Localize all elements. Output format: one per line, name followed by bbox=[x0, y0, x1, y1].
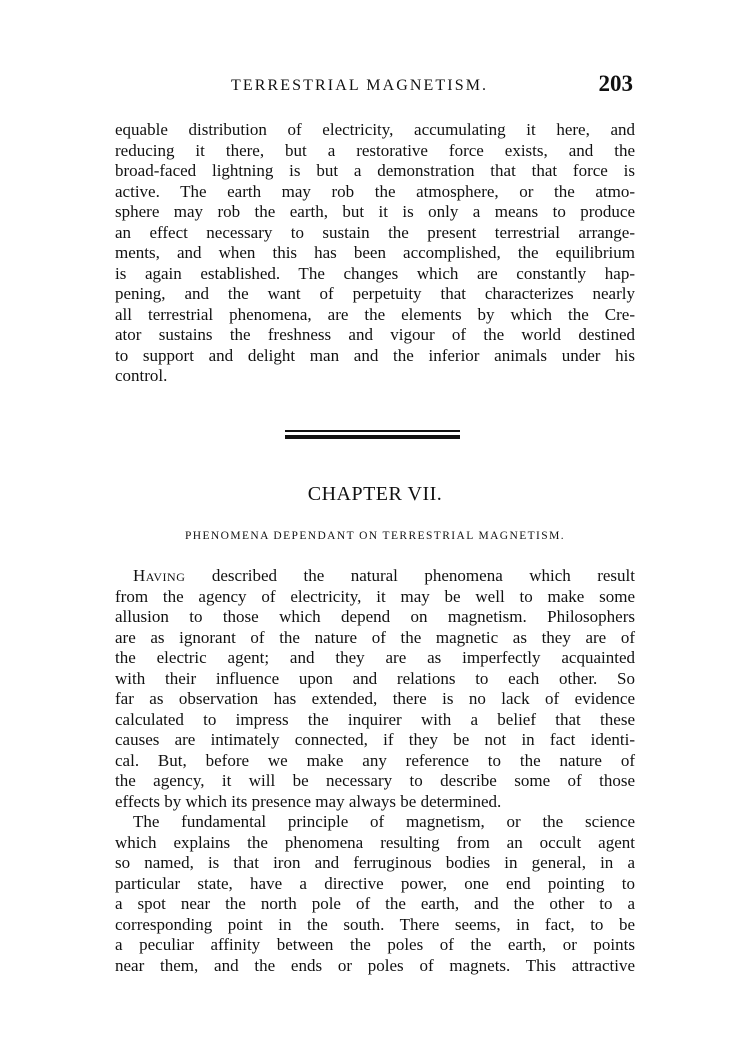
section-divider bbox=[285, 430, 460, 439]
text-line: calculated to impress the inquirer with a belief that these bbox=[115, 709, 635, 729]
text-line: causes are intimately connected, if they be not in fact identi- bbox=[115, 730, 635, 749]
text-line: pening, and the want of perpetuity that characterizes nearly bbox=[115, 284, 635, 303]
text-line: far as observation has extended, there is no lack of evidence bbox=[115, 689, 635, 708]
text-line: allusion to those which depend on magnetism. Philosophers bbox=[115, 607, 635, 626]
page-number: 203 bbox=[598, 71, 633, 96]
text-line: cal. But, before we make any reference to the nature of bbox=[115, 750, 635, 770]
text-line: ator sustains the freshness and vigour of the world destined bbox=[115, 325, 635, 344]
divider-thick-rule bbox=[285, 435, 460, 439]
text-line: control. bbox=[115, 366, 168, 385]
paragraph bbox=[115, 566, 635, 812]
opening-word: Having bbox=[133, 566, 186, 585]
text-line: the agency, it will be necessary to describe some of those bbox=[115, 771, 635, 790]
chapter-heading: CHAPTER VII. bbox=[307, 483, 443, 505]
paragraph bbox=[115, 812, 635, 976]
text-line: to support and delight man and the inferior animals under his bbox=[115, 345, 635, 365]
text-line: an effect necessary to sustain the present terrestrial arrange- bbox=[115, 222, 635, 242]
text-line: so named, is that iron and ferruginous bodies in general, in a bbox=[115, 853, 635, 872]
text-line: reducing it there, but a restorative force exists, and the bbox=[115, 140, 635, 160]
chapter-subheading: PHENOMENA DEPENDANT ON TERRESTRIAL MAGNETISM. bbox=[184, 530, 565, 542]
text-line: equable distribution of electricity, accumulating it here, and bbox=[115, 120, 635, 139]
text-line: a peculiar affinity between the poles of the earth, or points bbox=[115, 935, 635, 954]
text-line: all terrestrial phenomena, are the elements by which the Cre- bbox=[115, 304, 635, 324]
text-line: ments, and when this has been accomplished, the equilibrium bbox=[115, 243, 635, 262]
text-line: near them, and the ends or poles of magnets. This attractive bbox=[115, 955, 635, 975]
text-line: corresponding point in the south. There seems, in fact, to be bbox=[115, 914, 635, 934]
running-title: TERRESTRIAL MAGNETISM. bbox=[231, 77, 489, 94]
paragraph-continued bbox=[115, 120, 635, 387]
text-line: the electric agent; and they are as imperfectly acquainted bbox=[115, 648, 635, 667]
text-line: is again established. The changes which are constantly hap- bbox=[115, 263, 635, 283]
text-line bbox=[115, 566, 635, 587]
text-line: The fundamental principle of magnetism, or the science bbox=[133, 812, 635, 831]
text-line: from the agency of electricity, it may be well to make some bbox=[115, 586, 635, 606]
text-line: which explains the phenomena resulting from an occult agent bbox=[115, 832, 635, 852]
divider-thin-rule bbox=[285, 430, 460, 432]
text-line: effects by which its presence may always be determined. bbox=[115, 791, 502, 811]
text-line: sphere may rob the earth, but it is only a means to produce bbox=[115, 202, 635, 221]
text-line: with their influence upon and relations to each other. So bbox=[115, 668, 635, 688]
running-head bbox=[115, 71, 635, 104]
line-rest: described the natural phenomena which result bbox=[185, 566, 635, 585]
text-line: a spot near the north pole of the earth, and the other to a bbox=[115, 894, 635, 913]
text-line: particular state, have a directive power, one end pointing to bbox=[115, 873, 635, 893]
text-line: are as ignorant of the nature of the magnetic as they are of bbox=[115, 627, 635, 647]
text-line: active. The earth may rob the atmosphere, or the atmo- bbox=[115, 181, 635, 201]
text-line: broad-faced lightning is but a demonstration that that force is bbox=[115, 161, 635, 180]
